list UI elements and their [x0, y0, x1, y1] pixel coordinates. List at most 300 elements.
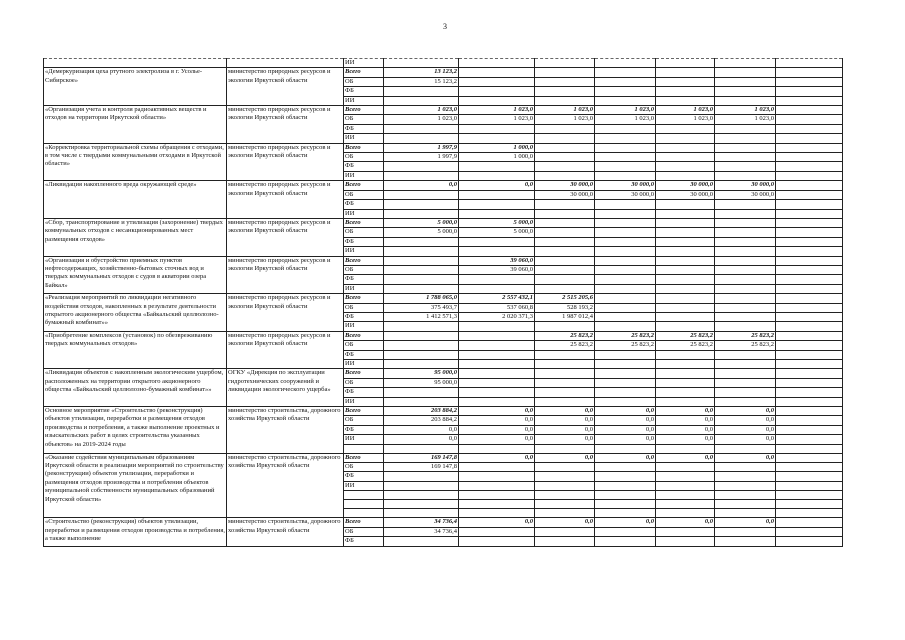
amount-cell: [384, 209, 459, 218]
amount-cell: 0,0: [535, 435, 595, 444]
amount-cell: 25 823,2: [656, 341, 715, 350]
amount-cell: [535, 275, 595, 284]
amount-cell: [535, 162, 595, 171]
funding-source-cell: ИИ: [344, 435, 384, 444]
amount-cell: [715, 171, 776, 180]
amount-cell: 30 000,0: [715, 190, 776, 199]
amount-cell: [656, 284, 715, 293]
amount-cell: [535, 481, 595, 490]
amount-cell: [715, 509, 776, 518]
amount-cell: [776, 416, 843, 425]
amount-cell: [776, 397, 843, 406]
amount-cell: [776, 425, 843, 434]
funding-source-cell: Всего: [344, 143, 384, 152]
table-row: [44, 453, 843, 462]
amount-cell: [384, 200, 459, 209]
amount-cell: [656, 228, 715, 237]
amount-cell: [776, 294, 843, 303]
executor-cell: министерство строительства, дорожного хозяйства Иркутской области: [227, 453, 344, 518]
amount-cell: [595, 77, 656, 86]
amount-cell: 39 060,0: [459, 256, 535, 265]
funding-source-cell: ИИ: [344, 171, 384, 180]
funding-source-cell: Всего: [344, 407, 384, 416]
amount-cell: [776, 463, 843, 472]
amount-cell: [715, 444, 776, 453]
funding-source-cell: ОБ: [344, 265, 384, 274]
funding-source-cell: Всего: [344, 256, 384, 265]
amount-cell: [776, 106, 843, 115]
amount-cell: 1 997,9: [384, 153, 459, 162]
amount-cell: [656, 153, 715, 162]
amount-cell: 1 023,0: [384, 115, 459, 124]
amount-cell: 0,0: [595, 453, 656, 462]
amount-cell: [656, 472, 715, 481]
event-name-cell: «Оказание содействия муниципальным образованиям Иркутской области в реализации мероприятий по строительству (реконструкции) объектов утилизации, переработки и размещения отходов производства и потребления объектов муниципальной собственности муниципальных образований Иркутской области»: [44, 453, 227, 518]
amount-cell: [715, 87, 776, 96]
funding-source-cell: ОБ: [344, 303, 384, 312]
funding-source-cell: [344, 509, 384, 518]
amount-cell: 5 000,0: [384, 218, 459, 227]
amount-cell: [535, 209, 595, 218]
amount-cell: 537 060,8: [459, 303, 535, 312]
amount-cell: 34 736,4: [384, 518, 459, 527]
table-row: [44, 518, 843, 527]
amount-cell: 0,0: [595, 416, 656, 425]
amount-cell: [535, 96, 595, 105]
amount-cell: 0,0: [535, 425, 595, 434]
amount-cell: [535, 68, 595, 77]
funding-source-cell: ОБ: [344, 77, 384, 86]
amount-cell: 0,0: [459, 407, 535, 416]
amount-cell: [535, 472, 595, 481]
amount-cell: [595, 509, 656, 518]
amount-cell: [384, 500, 459, 509]
amount-cell: [595, 463, 656, 472]
event-name-cell: «Строительство (реконструкция) объектов утилизации, переработки и размещения отходов производства и потребления, а также выполнение: [44, 518, 227, 546]
amount-cell: [595, 228, 656, 237]
amount-cell: [595, 397, 656, 406]
amount-cell: [459, 481, 535, 490]
amount-cell: 0,0: [715, 407, 776, 416]
funding-source-cell: ОБ: [344, 527, 384, 536]
amount-cell: [776, 143, 843, 152]
funding-source-cell: ИИ: [344, 397, 384, 406]
amount-cell: [776, 444, 843, 453]
amount-cell: 5 000,0: [459, 218, 535, 227]
amount-cell: [595, 153, 656, 162]
amount-cell: 169 147,8: [384, 463, 459, 472]
amount-cell: [776, 481, 843, 490]
amount-cell: [715, 500, 776, 509]
event-name-cell: «Ликвидация накопленного вреда окружающей среде»: [44, 181, 227, 219]
table-body: [44, 59, 843, 547]
amount-cell: 5 000,0: [384, 228, 459, 237]
amount-cell: [656, 509, 715, 518]
funding-source-cell: ИИ: [344, 96, 384, 105]
amount-cell: 0,0: [595, 407, 656, 416]
amount-cell: [715, 134, 776, 143]
amount-cell: [384, 96, 459, 105]
funding-source-cell: ОБ: [344, 378, 384, 387]
amount-cell: [776, 171, 843, 180]
amount-cell: [595, 171, 656, 180]
amount-cell: 1 023,0: [715, 115, 776, 124]
amount-cell: 2 557 432,1: [459, 294, 535, 303]
amount-cell: [459, 444, 535, 453]
amount-cell: [595, 444, 656, 453]
amount-cell: [776, 312, 843, 321]
amount-cell: [459, 96, 535, 105]
amount-cell: [595, 472, 656, 481]
amount-cell: 528 193,2: [535, 303, 595, 312]
amount-cell: 0,0: [384, 425, 459, 434]
funding-source-cell: ФБ: [344, 312, 384, 321]
amount-cell: [776, 537, 843, 546]
amount-cell: [595, 388, 656, 397]
amount-cell: [595, 256, 656, 265]
amount-cell: [715, 162, 776, 171]
amount-cell: 1 788 065,0: [384, 294, 459, 303]
event-name-cell: «Корректировка территориальной схемы обращения с отходами, в том числе с твердыми коммунальными отходами в Иркутской области»: [44, 143, 227, 181]
amount-cell: 203 884,2: [384, 407, 459, 416]
funding-source-cell: ФБ: [344, 350, 384, 359]
amount-cell: [459, 491, 535, 500]
amount-cell: 95 000,0: [384, 378, 459, 387]
amount-cell: [776, 162, 843, 171]
amount-cell: [715, 59, 776, 68]
amount-cell: [776, 527, 843, 536]
amount-cell: [715, 209, 776, 218]
amount-cell: [595, 537, 656, 546]
amount-cell: [776, 77, 843, 86]
amount-cell: [535, 200, 595, 209]
amount-cell: [656, 360, 715, 369]
funding-source-cell: [344, 444, 384, 453]
amount-cell: 1 023,0: [595, 106, 656, 115]
amount-cell: [384, 350, 459, 359]
table-row: [44, 294, 843, 303]
amount-cell: [595, 294, 656, 303]
amount-cell: 0,0: [595, 435, 656, 444]
budget-table: [43, 58, 843, 547]
funding-source-cell: ОБ: [344, 190, 384, 199]
amount-cell: 169 147,8: [384, 453, 459, 462]
amount-cell: [715, 397, 776, 406]
amount-cell: [384, 491, 459, 500]
amount-cell: [656, 369, 715, 378]
amount-cell: 0,0: [384, 435, 459, 444]
amount-cell: [384, 190, 459, 199]
amount-cell: [459, 500, 535, 509]
amount-cell: [776, 518, 843, 527]
table-row: [44, 143, 843, 152]
amount-cell: [715, 322, 776, 331]
amount-cell: 5 000,0: [459, 228, 535, 237]
amount-cell: [595, 284, 656, 293]
funding-source-cell: ФБ: [344, 124, 384, 133]
amount-cell: [715, 369, 776, 378]
amount-cell: [535, 153, 595, 162]
amount-cell: [776, 360, 843, 369]
amount-cell: [776, 303, 843, 312]
amount-cell: [535, 397, 595, 406]
amount-cell: [535, 59, 595, 68]
amount-cell: [776, 500, 843, 509]
amount-cell: [715, 68, 776, 77]
amount-cell: [459, 134, 535, 143]
amount-cell: [459, 247, 535, 256]
funding-source-cell: Всего: [344, 453, 384, 462]
amount-cell: [715, 200, 776, 209]
amount-cell: [656, 378, 715, 387]
executor-cell: министерство природных ресурсов и экологии Иркутской области: [227, 218, 344, 256]
amount-cell: [776, 350, 843, 359]
amount-cell: [776, 341, 843, 350]
amount-cell: [459, 350, 535, 359]
event-name-cell: «Приобретение комплексов (установок) по обезвреживанию твердых коммунальных отходов»: [44, 331, 227, 369]
amount-cell: 1 023,0: [535, 106, 595, 115]
funding-source-cell: ОБ: [344, 228, 384, 237]
amount-cell: [776, 407, 843, 416]
table-row: [44, 218, 843, 227]
amount-cell: [715, 153, 776, 162]
amount-cell: [656, 143, 715, 152]
amount-cell: [656, 171, 715, 180]
amount-cell: [715, 96, 776, 105]
amount-cell: [459, 463, 535, 472]
amount-cell: [384, 444, 459, 453]
table-row: [44, 68, 843, 77]
table-row: [44, 106, 843, 115]
amount-cell: 1 023,0: [384, 106, 459, 115]
amount-cell: [595, 312, 656, 321]
amount-cell: [595, 96, 656, 105]
amount-cell: 0,0: [535, 416, 595, 425]
amount-cell: [776, 68, 843, 77]
funding-source-cell: ФБ: [344, 87, 384, 96]
amount-cell: [776, 153, 843, 162]
amount-cell: [776, 369, 843, 378]
amount-cell: [656, 527, 715, 536]
amount-cell: [715, 77, 776, 86]
funding-source-cell: ФБ: [344, 388, 384, 397]
amount-cell: 30 000,0: [535, 181, 595, 190]
amount-cell: [595, 143, 656, 152]
amount-cell: [656, 463, 715, 472]
amount-cell: [656, 500, 715, 509]
funding-source-cell: ОБ: [344, 416, 384, 425]
amount-cell: [384, 171, 459, 180]
amount-cell: [384, 275, 459, 284]
amount-cell: 0,0: [656, 416, 715, 425]
amount-cell: 0,0: [459, 518, 535, 527]
amount-cell: [384, 537, 459, 546]
amount-cell: [656, 87, 715, 96]
amount-cell: [656, 444, 715, 453]
amount-cell: [595, 68, 656, 77]
funding-source-cell: ФБ: [344, 237, 384, 246]
funding-source-cell: ИИ: [344, 481, 384, 490]
amount-cell: [776, 247, 843, 256]
event-name-cell: «Организация учета и контроля радиоактивных веществ и отходов на территории Иркутской области»: [44, 106, 227, 144]
amount-cell: [459, 369, 535, 378]
amount-cell: 25 823,2: [595, 331, 656, 340]
amount-cell: 95 000,0: [384, 369, 459, 378]
amount-cell: [535, 265, 595, 274]
amount-cell: [656, 59, 715, 68]
amount-cell: [715, 388, 776, 397]
executor-cell: министерство природных ресурсов и экологии Иркутской области: [227, 68, 344, 106]
amount-cell: [535, 171, 595, 180]
amount-cell: 25 823,2: [595, 341, 656, 350]
amount-cell: [384, 388, 459, 397]
amount-cell: [656, 491, 715, 500]
amount-cell: 0,0: [459, 453, 535, 462]
amount-cell: [776, 472, 843, 481]
amount-cell: [776, 96, 843, 105]
table-row: [44, 331, 843, 340]
amount-cell: [384, 509, 459, 518]
amount-cell: 0,0: [535, 518, 595, 527]
amount-cell: [776, 256, 843, 265]
event-name-cell: Основное мероприятие «Строительство (реконструкция) объектов утилизации, переработки и размещения отходов производства и потребления, а также выполнение проектных и изыскательских работ в целях строительства указанных объектов» на 2019-2024 годы: [44, 407, 227, 454]
amount-cell: 15 123,2: [384, 77, 459, 86]
amount-cell: 1 412 571,3: [384, 312, 459, 321]
funding-source-cell: ОБ: [344, 341, 384, 350]
amount-cell: [776, 228, 843, 237]
funding-source-cell: ФБ: [344, 275, 384, 284]
funding-source-cell: ОБ: [344, 153, 384, 162]
amount-cell: [656, 77, 715, 86]
amount-cell: [459, 68, 535, 77]
amount-cell: [384, 360, 459, 369]
event-name-cell: «Реализация мероприятий по ликвидации негативного воздействия отходов, накопленных в результате деятельности открытого акционерного общества «Байкальский целлюлозно-бумажный комбинат»»: [44, 294, 227, 332]
amount-cell: [715, 481, 776, 490]
amount-cell: [656, 124, 715, 133]
amount-cell: [595, 162, 656, 171]
amount-cell: [384, 265, 459, 274]
amount-cell: [459, 341, 535, 350]
funding-source-cell: ИИ: [344, 209, 384, 218]
amount-cell: [656, 275, 715, 284]
amount-cell: 30 000,0: [656, 190, 715, 199]
funding-source-cell: ОБ: [344, 115, 384, 124]
amount-cell: [776, 200, 843, 209]
amount-cell: [656, 265, 715, 274]
amount-cell: [715, 472, 776, 481]
funding-source-cell: ФБ: [344, 200, 384, 209]
amount-cell: [656, 256, 715, 265]
table-row: [44, 407, 843, 416]
amount-cell: 1 987 012,4: [535, 312, 595, 321]
amount-cell: 0,0: [595, 518, 656, 527]
amount-cell: [384, 162, 459, 171]
amount-cell: [656, 388, 715, 397]
amount-cell: [715, 124, 776, 133]
amount-cell: 0,0: [715, 416, 776, 425]
amount-cell: [459, 378, 535, 387]
amount-cell: 0,0: [656, 435, 715, 444]
amount-cell: 1 023,0: [535, 115, 595, 124]
amount-cell: [459, 275, 535, 284]
amount-cell: [535, 369, 595, 378]
amount-cell: [459, 360, 535, 369]
amount-cell: [535, 537, 595, 546]
amount-cell: [776, 134, 843, 143]
funding-source-cell: ФБ: [344, 537, 384, 546]
amount-cell: 39 060,0: [459, 265, 535, 274]
amount-cell: [595, 124, 656, 133]
amount-cell: [715, 350, 776, 359]
amount-cell: [535, 143, 595, 152]
amount-cell: [535, 527, 595, 536]
amount-cell: [459, 200, 535, 209]
amount-cell: [384, 322, 459, 331]
amount-cell: 0,0: [656, 453, 715, 462]
amount-cell: [535, 228, 595, 237]
amount-cell: [384, 397, 459, 406]
amount-cell: [595, 378, 656, 387]
amount-cell: [595, 200, 656, 209]
amount-cell: 1 023,0: [715, 106, 776, 115]
amount-cell: [595, 275, 656, 284]
amount-cell: [535, 134, 595, 143]
amount-cell: [715, 218, 776, 227]
amount-cell: [715, 237, 776, 246]
amount-cell: [776, 509, 843, 518]
funding-source-cell: ИИ: [344, 134, 384, 143]
amount-cell: [715, 143, 776, 152]
amount-cell: [776, 491, 843, 500]
amount-cell: 25 823,2: [535, 341, 595, 350]
executor-cell: министерство строительства, дорожного хозяйства Иркутской области: [227, 518, 344, 546]
amount-cell: [384, 134, 459, 143]
amount-cell: 0,0: [459, 181, 535, 190]
amount-cell: [595, 247, 656, 256]
amount-cell: [595, 59, 656, 68]
amount-cell: [595, 209, 656, 218]
executor-cell: министерство строительства, дорожного хозяйства Иркутской области: [227, 407, 344, 454]
executor-cell: [227, 59, 344, 68]
funding-source-cell: ИИ: [344, 59, 384, 68]
amount-cell: [535, 378, 595, 387]
amount-cell: [595, 491, 656, 500]
amount-cell: [384, 247, 459, 256]
amount-cell: 25 823,2: [656, 331, 715, 340]
amount-cell: [459, 472, 535, 481]
amount-cell: [595, 237, 656, 246]
amount-cell: [776, 209, 843, 218]
amount-cell: [595, 303, 656, 312]
amount-cell: 0,0: [459, 435, 535, 444]
amount-cell: 1 023,0: [656, 115, 715, 124]
amount-cell: [535, 124, 595, 133]
amount-cell: 0,0: [595, 425, 656, 434]
amount-cell: 2 515 205,6: [535, 294, 595, 303]
amount-cell: 0,0: [715, 435, 776, 444]
amount-cell: [656, 397, 715, 406]
amount-cell: [715, 256, 776, 265]
executor-cell: министерство природных ресурсов и экологии Иркутской области: [227, 181, 344, 219]
table-row: [44, 369, 843, 378]
amount-cell: [776, 331, 843, 340]
amount-cell: [776, 59, 843, 68]
funding-source-cell: ИИ: [344, 247, 384, 256]
amount-cell: [595, 481, 656, 490]
amount-cell: [776, 218, 843, 227]
amount-cell: [459, 171, 535, 180]
amount-cell: [656, 209, 715, 218]
